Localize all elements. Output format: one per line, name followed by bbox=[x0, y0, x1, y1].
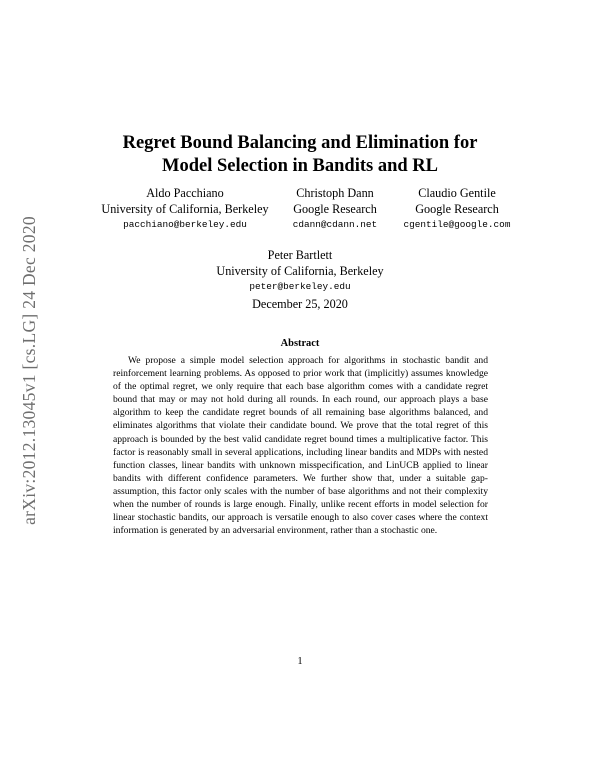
author-name: Christoph Dann bbox=[296, 186, 374, 200]
author-name: Claudio Gentile bbox=[418, 186, 496, 200]
author-email: pacchiano@berkeley.edu bbox=[123, 219, 247, 230]
abstract-body: We propose a simple model selection approach for algorithms in stochastic bandit and reinforcement learning problems. As opposed to prior work that (implicitly) assumes knowledge of the optimal regret, we only require that each base algorithm comes with a candidate regret bound that may or may not hold during all rounds. In each round, our approach plays a base algorithm to keep the candidate regret bounds of all remaining base algorithms balanced, and eliminates algorithms that violate their candidate bound. We prove that the total regret of this approach is bounded by the best valid candidate regret bound times a multiplicative factor. This factor is reasonably small in several applications, including linear bandits and MDPs with nested function classes, linear bandits with unknown misspecification, and LinUCB applied to linear bandits with different confidence parameters. We further show that, under a suitable gap-assumption, this factor only scales with the number of base algorithms and not their complexity when the number of rounds is large enough. Finally, unlike recent efforts in model selection for linear stochastic bandits, our approach is versatile enough to also cover cases where the context information is generated by an adversarial environment, rather than a stochastic one. bbox=[113, 355, 488, 537]
author-name: Aldo Pacchiano bbox=[146, 186, 224, 200]
paper-title-line-2: Model Selection in Bandits and RL bbox=[161, 156, 438, 176]
author-block-gentile bbox=[392, 186, 522, 232]
paper-title-line-1: Regret Bound Balancing and Elimination for bbox=[122, 133, 478, 153]
page-number: 1 bbox=[297, 656, 303, 667]
author-affiliation: University of California, Berkeley bbox=[101, 201, 269, 216]
author-affiliation: Google Research bbox=[415, 201, 499, 216]
paper-title bbox=[60, 132, 540, 178]
author-name: Peter Bartlett bbox=[267, 248, 333, 262]
abstract-heading: Abstract bbox=[280, 338, 320, 349]
author-email: cgentile@google.com bbox=[403, 219, 511, 230]
publication-date: December 25, 2020 bbox=[252, 297, 348, 311]
author-block-bartlett bbox=[200, 248, 400, 294]
author-email: peter@berkeley.edu bbox=[249, 281, 351, 292]
arxiv-identifier-text: arXiv:2012.13045v1 [cs.LG] 24 Dec 2020 bbox=[18, 215, 39, 525]
arxiv-identifier-sidebar bbox=[14, 180, 44, 560]
author-affiliation: University of California, Berkeley bbox=[216, 263, 384, 278]
author-block-pacchiano bbox=[95, 186, 275, 232]
author-email: cdann@cdann.net bbox=[292, 219, 378, 230]
author-block-dann bbox=[285, 186, 385, 232]
author-affiliation: Google Research bbox=[293, 201, 377, 216]
